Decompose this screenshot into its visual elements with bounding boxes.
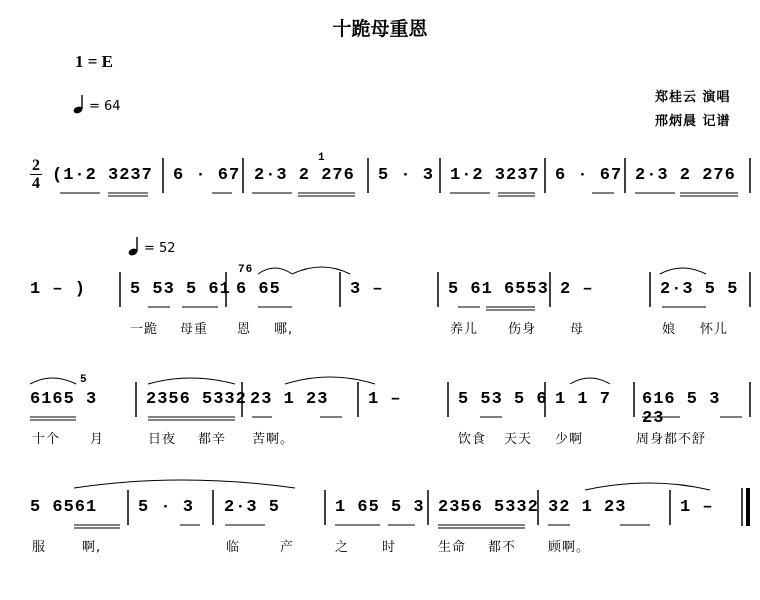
lyric: 母	[570, 322, 585, 337]
lyric: 产	[280, 540, 295, 555]
lyric: 时	[382, 540, 397, 555]
score-system-4	[30, 480, 750, 565]
measure-3-6: 1 1 7	[555, 390, 612, 409]
key-signature: 1 = E	[75, 52, 114, 71]
lyric: 养儿	[450, 322, 479, 337]
measure-3-7: 616 5 3 23	[642, 390, 721, 428]
measure-3-5: 5 53 5 6	[458, 390, 548, 409]
lyric: 娘	[662, 322, 677, 337]
measure-2-4: 3 –	[350, 280, 384, 299]
lyric: 苦啊。	[252, 432, 295, 447]
measure-1-7: 2·3 2 276	[635, 166, 736, 185]
grace-note-2: 76	[238, 264, 254, 276]
measure-1-1: (1·2 3237	[52, 166, 153, 185]
lyric: 哪,	[274, 322, 294, 337]
measure-3-2: 2356 5332	[146, 390, 247, 409]
page-title: 十跪母重恩	[332, 18, 428, 40]
tempo-value-1: = 64	[89, 99, 121, 114]
measure-2-5: 5 61 6553	[448, 280, 549, 299]
grace-note-3: 5	[80, 374, 88, 386]
lyric: 之	[335, 540, 350, 555]
time-signature-bottom: 4	[32, 175, 40, 192]
lyric: 恩	[237, 322, 252, 337]
measure-1-6: 6 · 67	[555, 166, 623, 185]
lyric: 服	[32, 540, 47, 555]
score-system-1	[30, 148, 750, 218]
lyric: 啊,	[82, 540, 102, 555]
measure-3-1: 6165 3	[30, 390, 98, 409]
score-system-2	[30, 262, 750, 347]
measure-4-1: 5 6561	[30, 498, 98, 517]
measure-4-6: 32 1 23	[548, 498, 627, 517]
measure-1-2: 6 · 67	[173, 166, 241, 185]
measure-4-2: 5 · 3	[138, 498, 195, 517]
lyric: 怀儿	[700, 322, 729, 337]
measure-1-4: 5 · 3	[378, 166, 435, 185]
lyric: 日夜	[148, 432, 177, 447]
measure-4-4: 1 65 5 3	[335, 498, 425, 517]
quarter-note-icon	[128, 236, 142, 256]
measure-4-3: 2·3 5	[224, 498, 281, 517]
lyric: 伤身	[508, 322, 537, 337]
measure-1-5: 1·2 3237	[450, 166, 540, 185]
lyric: 一跪	[130, 322, 159, 337]
tempo-marking-1	[73, 94, 121, 114]
lyric: 饮食	[458, 432, 487, 447]
lyric: 周身都不舒	[636, 432, 707, 447]
lyric: 十个	[32, 432, 61, 447]
lyric: 少啊	[555, 432, 584, 447]
notation-credit: 邢炳晨 记谱	[655, 114, 731, 129]
measure-2-7: 2·3 5 5	[660, 280, 739, 299]
lyric: 临	[226, 540, 241, 555]
tempo-marking-2	[128, 236, 176, 256]
measure-2-2: 5 53 5 61	[130, 280, 231, 299]
lyric: 顾啊。	[548, 540, 591, 555]
measure-1-3: 2·3 2 276	[254, 166, 355, 185]
measure-2-1: 1 – )	[30, 280, 87, 299]
measure-2-6: 2 –	[560, 280, 594, 299]
lyric: 都辛	[198, 432, 227, 447]
lyric: 天天	[504, 432, 533, 447]
lyric: 生命	[438, 540, 467, 555]
lyric: 母重	[180, 322, 209, 337]
tempo-value-2: = 52	[144, 241, 176, 256]
lyric: 月	[90, 432, 105, 447]
measure-2-3: 6 65	[236, 280, 281, 299]
score-system-3	[30, 372, 750, 457]
time-signature-top: 2	[32, 157, 40, 174]
measure-3-4: 1 –	[368, 390, 402, 409]
measure-3-3: 23 1 23	[250, 390, 329, 409]
grace-note-1: 1	[318, 152, 326, 164]
quarter-note-icon	[73, 94, 87, 114]
measure-4-7: 1 –	[680, 498, 714, 517]
measure-4-5: 2356 5332	[438, 498, 539, 517]
lyric: 都不	[488, 540, 517, 555]
singer-credit: 郑桂云 演唱	[655, 90, 731, 105]
